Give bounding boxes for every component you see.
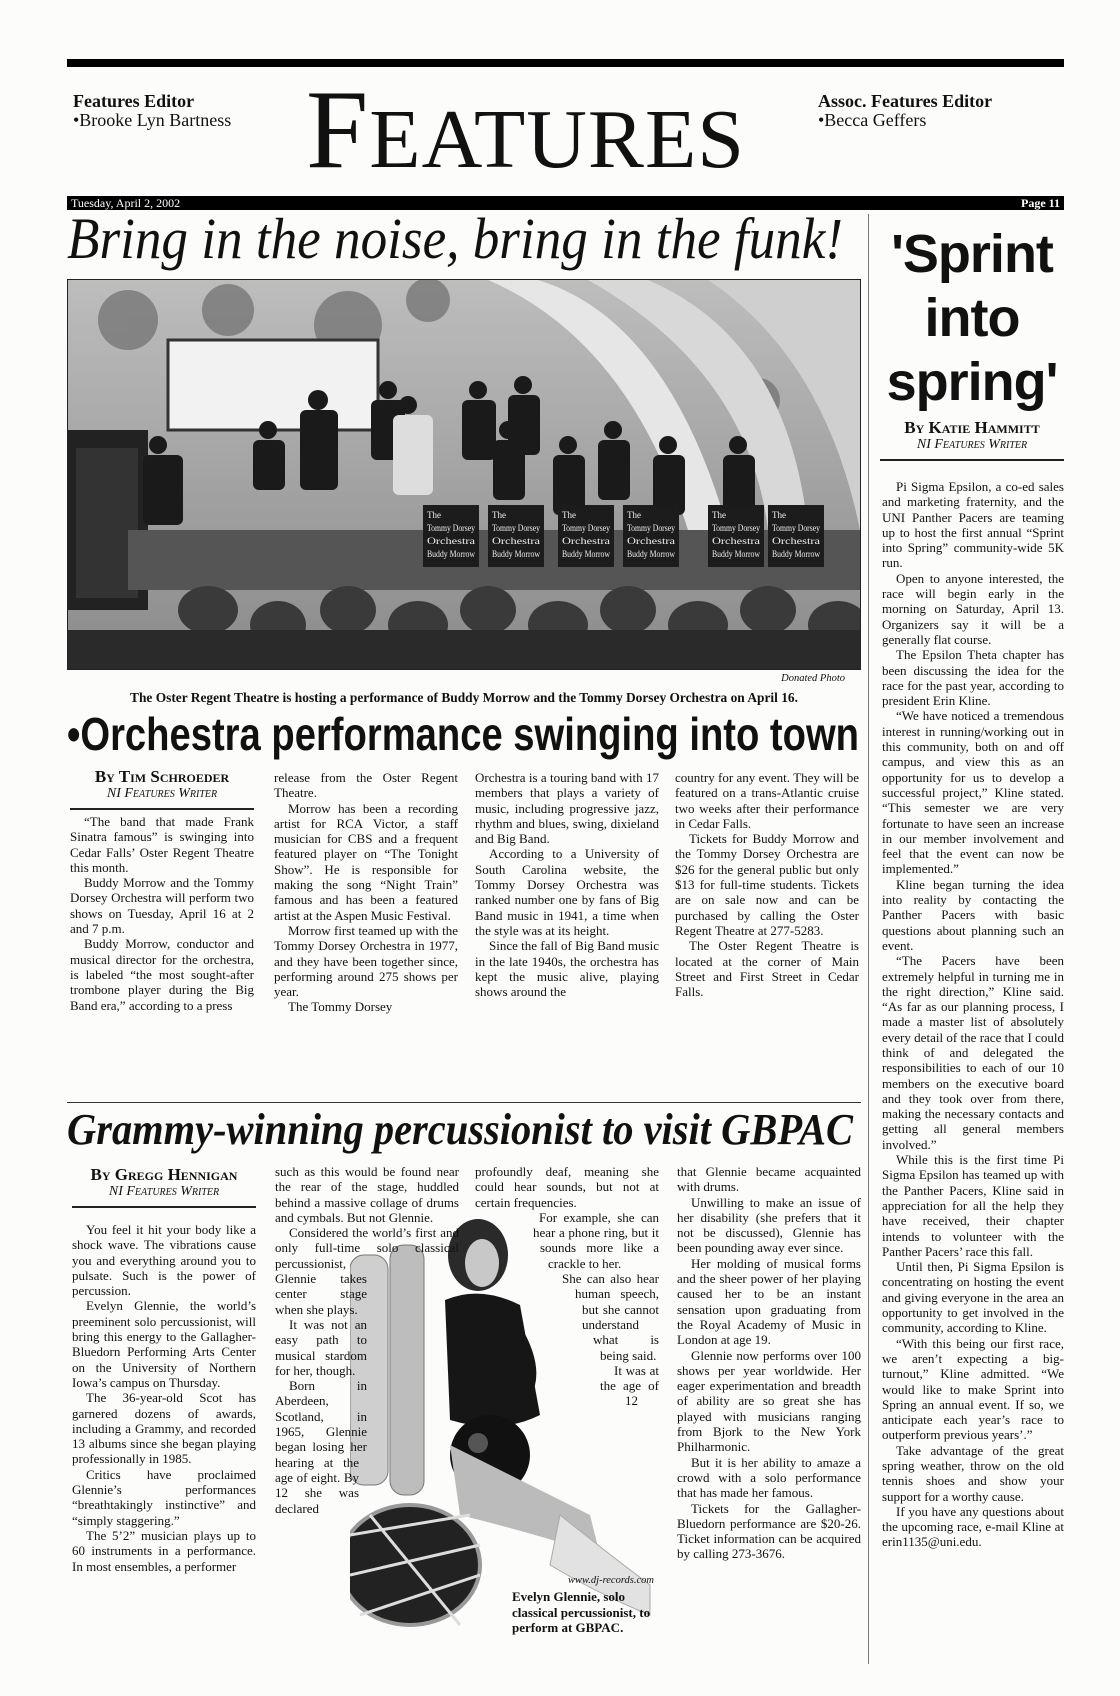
article-column (475, 1164, 659, 1485)
paragraph: It was at the age of 12 (600, 1362, 659, 1409)
paragraph: It was not an easy path to musical stardom for her, though. (275, 1316, 367, 1378)
music-stand-text: The (562, 510, 576, 520)
orchestra-headline (67, 708, 1021, 760)
text-wrap-spacer (475, 1439, 608, 1454)
byline-role: NI Features Writer (106, 786, 218, 801)
masthead-rule (67, 59, 1064, 67)
photo-caption: The Oster Regent Theatre is hosting a performance of Buddy Morrow and the Tommy Dorsey Orchestra on April 16. (130, 690, 798, 705)
paragraph: The 36-year-old Scot has garnered dozens of awards, including a Grammy, and recorded 13 albums since she began playing professionally in 1985. (72, 1390, 256, 1467)
music-stand-text: Buddy Morrow (627, 549, 676, 559)
paragraph: She can also hear human speech, but she cannot understand what is being said. (562, 1271, 659, 1363)
music-stand-text: Orchestra (562, 536, 611, 546)
music-stand-text: The (627, 510, 641, 520)
text-wrap-spacer (475, 1302, 570, 1317)
text-wrap-spacer (475, 1455, 608, 1470)
issue-date: Tuesday, April 2, 2002 (71, 196, 181, 210)
paragraph: While this is the first time Pi Sigma Epsilon has teamed up with the Panther Pacers, Kline said in appreciation for all the help they have received, their chapter intends to volunteer with the Panther Pacers’ race this fall. (882, 1152, 1064, 1259)
orchestra-headline-text: •Orchestra performance swinging into town (67, 708, 859, 760)
paragraph: Pi Sigma Epsilon, a co-ed sales and marketing fraternity, and the UNI Panther Pacers are teaming up to host the first annual “Sprint into Spring” community-wide 5K run. (882, 479, 1064, 571)
paragraph: The Epsilon Theta chapter has been discussing the idea for the race for the past year, according to president Erin Kline. (882, 647, 1064, 709)
paragraph: Tickets for Buddy Morrow and the Tommy Dorsey Orchestra are $26 for the general public but only $13 for full-time students. Tickets are on sale now and can be purchased by calling the Oster Regent Theatre at 277-5283. (675, 831, 859, 938)
text-wrap-spacer (367, 1256, 459, 1455)
text-wrap-spacer (475, 1210, 525, 1225)
byline (72, 1165, 256, 1208)
paragraph: release from the Oster Regent Theatre. (274, 770, 458, 801)
text-wrap-spacer (475, 1470, 628, 1485)
article-column (72, 1165, 256, 1574)
music-stand-text: Orchestra (772, 536, 821, 546)
music-stand-text: The (492, 510, 506, 520)
byline-author: By Gregg Hennigan (90, 1165, 238, 1184)
paragraph: Tickets for the Gallagher-Bluedorn performance are $20-26. Ticket information can be acquired by calling 273-3676. (677, 1500, 861, 1562)
page-number: Page 11 (1021, 196, 1060, 210)
paragraph: such as this would be found near the rear of the stage, huddled behind a massive collage of drums and cymbals. But not Glennie. (275, 1164, 459, 1225)
music-stand-text: Buddy Morrow (562, 549, 611, 559)
text-wrap-spacer (475, 1240, 540, 1255)
glennie-photo-caption: Evelyn Glennie, solo classical percussionist, to perform at GBPAC. (512, 1589, 651, 1635)
section-title (306, 68, 745, 192)
paragraph: Born in Aberdeen, Scotland, in 1965, Glennie began losing her hearing at the age of eight. By 12 she was declared (275, 1378, 367, 1516)
sidebar-headline-line: 'Sprint (891, 224, 1053, 284)
photo-headline (67, 208, 914, 270)
orchestra-photo (67, 279, 861, 670)
article-column (475, 770, 659, 999)
paragraph: You feel it hit your body like a shock wave. The vibrations cause you and everything around you to pulsate. Such is the power of percussion. (72, 1222, 256, 1299)
paragraph: “The Pacers have been extremely helpful in turning me in the right direction,” Kline said. “As far as our planning process, I made a master list of absolutely every detail of the race that I could think of and delegated the responsibilities to each of our 10 members on the executive board and they took over from there, making the necessary contacts and getting all general members involved.” (882, 953, 1064, 1152)
music-stand-text: Buddy Morrow (712, 549, 761, 559)
music-stand-text: Buddy Morrow (492, 549, 541, 559)
paragraph: “We have noticed a tremendous interest in running/working out in this community, both on and off campus, and view this as an opportunity for us to develop a successful project,” Kline stated. “This semester we are very fortunate to have seen an increase in our member involvement and feel that the event can now be implemented.” (882, 708, 1064, 877)
paragraph: Morrow has been a recording artist for RCA Victor, a staff musician for CBS and a frequent featured player on “The Tonight Show”. He is responsible for making the song “Night Train” famous and has been a featured artist at the Aspen Music Festival. (274, 800, 458, 923)
paragraph: Considered the world’s first and only full-time solo classical percussionist, Glennie takes center stage when she plays. (275, 1225, 459, 1317)
music-stand-text: Buddy Morrow (427, 549, 476, 559)
column-divider (868, 214, 869, 1664)
paragraph: Since the fall of Big Band music in the late 1940s, the orchestra has kept the music alive, playing shows around the (475, 938, 659, 1000)
paragraph: “With this being our first race, we aren’t expecting a big-turnout,” Kline admitted. “We would like to make Sprint into Spring an annual event. If so, we anticipate each year’s race to outperform previous years’.” (882, 1335, 1064, 1443)
paragraph: Her molding of musical forms and the sheer power of her playing caused her to be an instant sensation upon graduating from the Royal Academy of Music in London at age 19. (677, 1255, 861, 1348)
text-wrap-spacer (475, 1256, 548, 1271)
music-stand-text: Orchestra (492, 536, 541, 546)
article-column (275, 1164, 459, 1669)
music-stand-text: Buddy Morrow (772, 549, 821, 559)
editor-name: •Becca Geffers (818, 110, 927, 130)
byline-author: By Tim Schroeder (94, 767, 230, 786)
paragraph: Critics have proclaimed Glennie’s performances “breathtakingly instinctive” and “simply staggering.” (72, 1466, 256, 1528)
text-wrap-spacer (345, 1516, 459, 1669)
paragraph: The 5’2” musician plays up to 60 instruments in a performance. In most ensembles, a performer (72, 1527, 256, 1574)
paragraph: Kline began turning the idea into reality by contacting the Panther Pacers with basic questions about planning such an event. (882, 876, 1064, 953)
music-stand-text: Tommy Dorsey (712, 523, 761, 533)
features-editor-credit (73, 92, 231, 130)
text-wrap-spacer (475, 1424, 625, 1439)
music-stand-text: Orchestra (427, 536, 476, 546)
music-stand-text: Tommy Dorsey (627, 523, 676, 533)
byline-author: By Katie Hammitt (904, 418, 1040, 437)
music-stand-text: Orchestra (627, 536, 676, 546)
sidebar-headline-line: spring' (886, 352, 1058, 412)
text-wrap-spacer (475, 1409, 590, 1424)
editor-name: •Brooke Lyn Bartness (73, 110, 232, 130)
text-wrap-spacer (475, 1317, 582, 1332)
text-wrap-spacer (475, 1332, 593, 1347)
article-column (677, 1164, 861, 1562)
music-stand-text: Tommy Dorsey (772, 523, 821, 533)
paragraph: Open to anyone interested, the race will begin early in the morning on Saturday, April 13. Organizers say it will be a generally flat course. (882, 570, 1064, 647)
paragraph: Take advantage of the great spring weather, throw on the old tennis shoes and show your support for a worthy cause. (882, 1442, 1064, 1504)
paragraph: Morrow first teamed up with the Tommy Dorsey Orchestra in 1977, and they have been together since, performing around 275 shows per year. (274, 922, 458, 1000)
article-column (675, 770, 859, 999)
paragraph: that Glennie became acquainted with drums. (677, 1164, 861, 1195)
text-wrap-spacer (475, 1225, 533, 1240)
photo-headline-text: Bring in the noise, bring in the funk! (67, 206, 843, 271)
byline (70, 767, 254, 810)
music-stand-text: Tommy Dorsey (562, 523, 611, 533)
music-stand-text: Tommy Dorsey (492, 523, 541, 533)
paragraph: The Tommy Dorsey (288, 999, 393, 1015)
music-stand-text: The (772, 510, 786, 520)
editor-role: Features Editor (73, 91, 195, 111)
photo-credit: Donated Photo (781, 673, 845, 684)
text-wrap-spacer (475, 1271, 548, 1286)
byline (880, 418, 1064, 461)
music-stand-text: The (427, 510, 441, 520)
paragraph: Unwilling to make an issue of her disability (she prefers that it not be discussed), Glennie has been pounding away ever since. (677, 1194, 861, 1256)
paragraph: Glennie now performs over 100 shows per year worldwide. Her eager experimentation and breadth of ability are so great she has played with musicians ranging from Bjork to the New York Philharmonic. (677, 1347, 861, 1455)
paragraph: But it is her ability to amaze a crowd with a solo performance that has made her famous. (677, 1454, 861, 1501)
text-wrap-spacer (475, 1363, 600, 1378)
assoc-editor-credit (818, 92, 992, 130)
sidebar-article-column (882, 479, 1064, 1550)
orchestra-photo-image (68, 280, 861, 670)
text-wrap-spacer (475, 1393, 570, 1408)
text-wrap-spacer (475, 1378, 600, 1393)
paragraph: Until then, Pi Sigma Epsilon is concentrating on hosting the event and giving everyone in the area an opportunity to get involved in the community, according to Kline. (882, 1259, 1064, 1336)
glennie-photo-credit: www.dj-records.com (568, 1575, 654, 1586)
article-column (274, 770, 458, 1015)
sidebar-headline (880, 222, 1064, 414)
paragraph: Orchestra is a touring band with 17 members that plays a variety of music, including progressive jazz, rhythm and blues, swing, dixieland and Big Band. (475, 770, 659, 847)
sidebar-headline-line: into (924, 288, 1020, 348)
paragraph: profoundly deaf, meaning she could hear sounds, but not at certain frequencies. (475, 1164, 659, 1210)
music-stand-text: The (712, 510, 726, 520)
byline-role: NI Features Writer (916, 437, 1028, 452)
text-wrap-spacer (475, 1286, 575, 1301)
byline-role: NI Features Writer (108, 1184, 220, 1199)
paragraph: Buddy Morrow and the Tommy Dorsey Orchestra will perform two shows on Tuesday, April 16 at 2 and 7 p.m. (70, 875, 254, 937)
paragraph: Buddy Morrow, conductor and musical director for the orchestra, is labeled “the most sought-after trombone player during the Big Band era,” according to a press (70, 936, 254, 1013)
text-wrap-spacer (475, 1348, 600, 1363)
music-stand-text: Tommy Dorsey (427, 523, 476, 533)
section-title-initial: F (306, 68, 370, 192)
music-stand-text: Orchestra (712, 536, 761, 546)
paragraph: According to a University of South Carolina website, the Tommy Dorsey Orchestra was ranked number one by fans of Big Band music in 1941, a time when the style was at its height. (475, 846, 659, 938)
section-rule (67, 1102, 861, 1103)
article-column (70, 767, 254, 1013)
paragraph: The Oster Regent Theatre is located at the corner of Main Street and First Street in Cedar Falls. (675, 938, 859, 1000)
section-title-rest: EATURES (369, 93, 745, 186)
paragraph: Evelyn Glennie, the world’s preeminent solo percussionist, will bring this energy to the Gallagher-Bluedorn Performing Arts Center on the University of Northern Iowa’s campus on Thursday. (72, 1298, 256, 1390)
paragraph: If you have any questions about the upcoming race, e-mail Kline at erin1135@uni.edu. (882, 1503, 1064, 1550)
glennie-headline-text: Grammy-winning percussionist to visit GBPAC (67, 1105, 853, 1154)
editor-role: Assoc. Features Editor (818, 91, 993, 111)
paragraph: For example, she can hear a phone ring, but it sounds more like a crackle to her. (533, 1209, 659, 1271)
paragraph: “The band that made Frank Sinatra famous” is swinging into Cedar Falls’ Oster Regent Theatre this month. (70, 814, 254, 875)
paragraph: country for any event. They will be featured on a trans-Atlantic cruise two weeks after their performance in Cedar Falls. (675, 770, 859, 831)
glennie-headline (67, 1104, 922, 1156)
text-wrap-spacer (359, 1455, 459, 1516)
